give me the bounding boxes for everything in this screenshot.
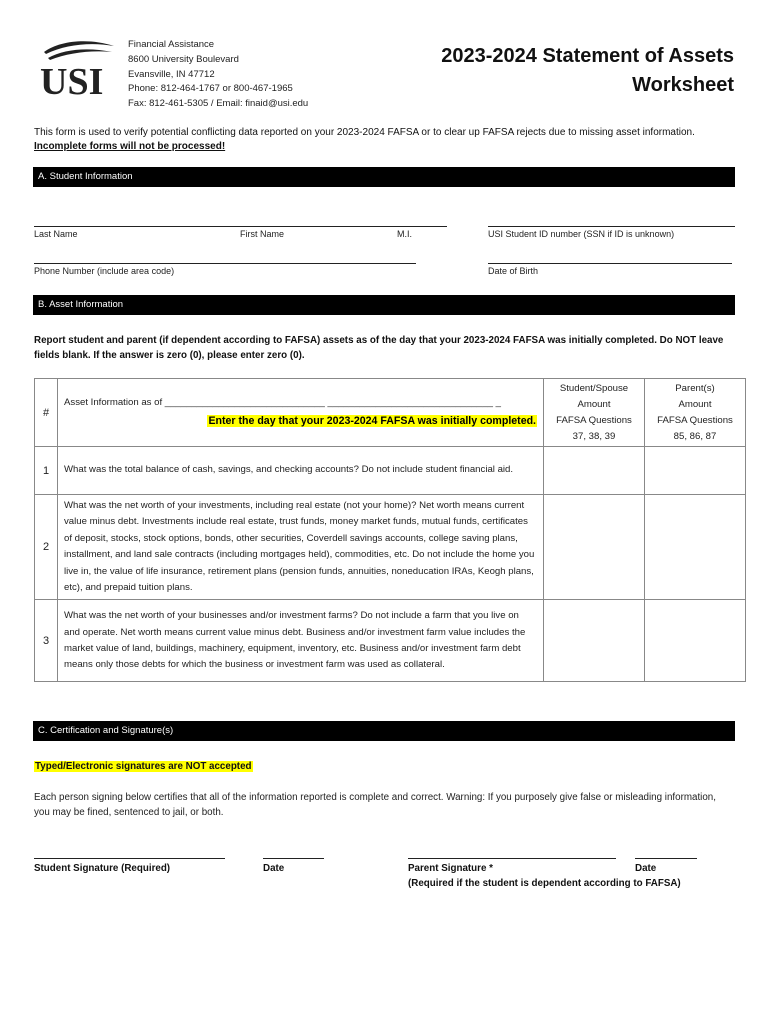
parent-amount-cell[interactable]: [645, 495, 746, 600]
number-column-header: #: [35, 379, 58, 447]
asset-date-hint: Enter the day that your 2023-2024 FAFSA was initially completed.: [208, 414, 536, 427]
asset-date-line[interactable]: Asset Information as of ______________________________ _______________________________ _: [64, 397, 501, 409]
parent-date-label: Date: [635, 863, 657, 874]
incomplete-warning: Incomplete forms will not be processed!: [34, 141, 226, 152]
city-state-zip: Evansville, IN 47712: [128, 68, 215, 80]
parent-amount-header: Parent(s) Amount FAFSA Questions 85, 86, 87: [645, 379, 746, 447]
parent-amount-cell[interactable]: [645, 600, 746, 682]
svg-text:USI: USI: [40, 61, 104, 98]
parent-signature-line[interactable]: [408, 858, 616, 859]
page-title: 2023-2024 Statement of Assets Worksheet: [441, 45, 734, 96]
student-amount-cell[interactable]: [544, 447, 645, 495]
student-amount-cell[interactable]: [544, 495, 645, 600]
row-question: What was the total balance of cash, savings, and checking accounts? Do not include student financial aid.: [58, 447, 544, 495]
asset-table: [34, 378, 746, 682]
student-id-line[interactable]: [488, 226, 735, 227]
dob-label: Date of Birth: [488, 266, 539, 276]
phone-line[interactable]: [34, 263, 416, 264]
student-signature-line[interactable]: [34, 858, 225, 859]
first-name-label: First Name: [240, 229, 285, 239]
student-id-label: USI Student ID number (SSN if ID is unknown): [488, 229, 675, 239]
row-question: What was the net worth of your businesses and/or investment farms? Do not include a farm that you live on and operate. Net worth means current value minus debt. Business and/or investment farm value includes the market value of land, buildings, machinery, equipment, inventory, etc. Business and/or investment farm debt means only those debts for which the business or investment farm was used as collateral.: [58, 600, 544, 682]
section-a-header: A. Student Information: [33, 167, 735, 187]
mi-label: M.I.: [397, 229, 412, 239]
section-b-header: B. Asset Information: [33, 295, 735, 315]
last-name-label: Last Name: [34, 229, 78, 239]
parent-signature-note: (Required if the student is dependent according to FAFSA): [408, 878, 681, 889]
student-amount-cell[interactable]: [544, 600, 645, 682]
section-c-header: C. Certification and Signature(s): [33, 721, 735, 741]
student-amount-header: Student/Spouse Amount FAFSA Questions 37, 38, 39: [544, 379, 645, 447]
intro-text: This form is used to verify potential conflicting data reported on your 2023-2024 FAFSA or to clear up FAFSA rejects due to missing asset information. Incomplete forms will not be processed!: [34, 126, 744, 154]
row-number: 1: [35, 447, 58, 495]
office-name: Financial Assistance: [128, 39, 215, 50]
typed-signature-warning: Typed/Electronic signatures are NOT accepted: [35, 761, 252, 772]
table-row: [35, 600, 746, 682]
usi-logo: [38, 38, 118, 98]
table-header-row: [35, 379, 746, 447]
name-line[interactable]: [34, 226, 447, 227]
certification-text: Each person signing below certifies that all of the information reported is complete and correct. Warning: If you purposely give false or misleading information, you may be fined, sentenced to jail, or both.: [34, 792, 716, 818]
phone-numbers: Phone: 812-464-1767 or 800-467-1965: [128, 83, 293, 95]
asset-instruction: Report student and parent (if dependent according to FAFSA) assets as of the day that your 2023-2024 FAFSA was initially completed. Do NOT leave fields blank. If the answer is zero (0), please enter zero (0).: [34, 335, 724, 361]
street-address: 8600 University Boulevard: [128, 53, 239, 65]
phone-label: Phone Number (include area code): [34, 266, 175, 276]
parent-amount-cell[interactable]: [645, 447, 746, 495]
student-date-label: Date: [263, 863, 285, 874]
contact-block: [128, 38, 308, 112]
parent-signature-label: Parent Signature *: [408, 863, 493, 874]
row-number: 2: [35, 495, 58, 600]
student-date-line[interactable]: [263, 858, 324, 859]
parent-date-line[interactable]: [635, 858, 697, 859]
table-row: [35, 495, 746, 600]
asset-date-header: [58, 379, 544, 447]
student-signature-label: Student Signature (Required): [34, 863, 171, 874]
row-question: What was the net worth of your investments, including real estate (not your home)? Net worth means current value minus debt. Investments include real estate, trust funds, money market funds, mutual funds, certificates of deposit, stocks, stock options, bonds, other securities, Coverdell savings accounts, college saving plans, installment, and land sale contracts (including mortgages held), commodities, etc. Do not include the home you live in, the value of life insurance, retirement plans (pension funds, annuities, noneducation IRAs, Keogh plans, etc), and prepaid tuition plans.: [58, 495, 544, 600]
fax-email: Fax: 812-461-5305 / Email: finaid@usi.edu: [128, 98, 309, 110]
row-number: 3: [35, 600, 58, 682]
dob-line[interactable]: [488, 263, 732, 264]
table-row: [35, 447, 746, 495]
